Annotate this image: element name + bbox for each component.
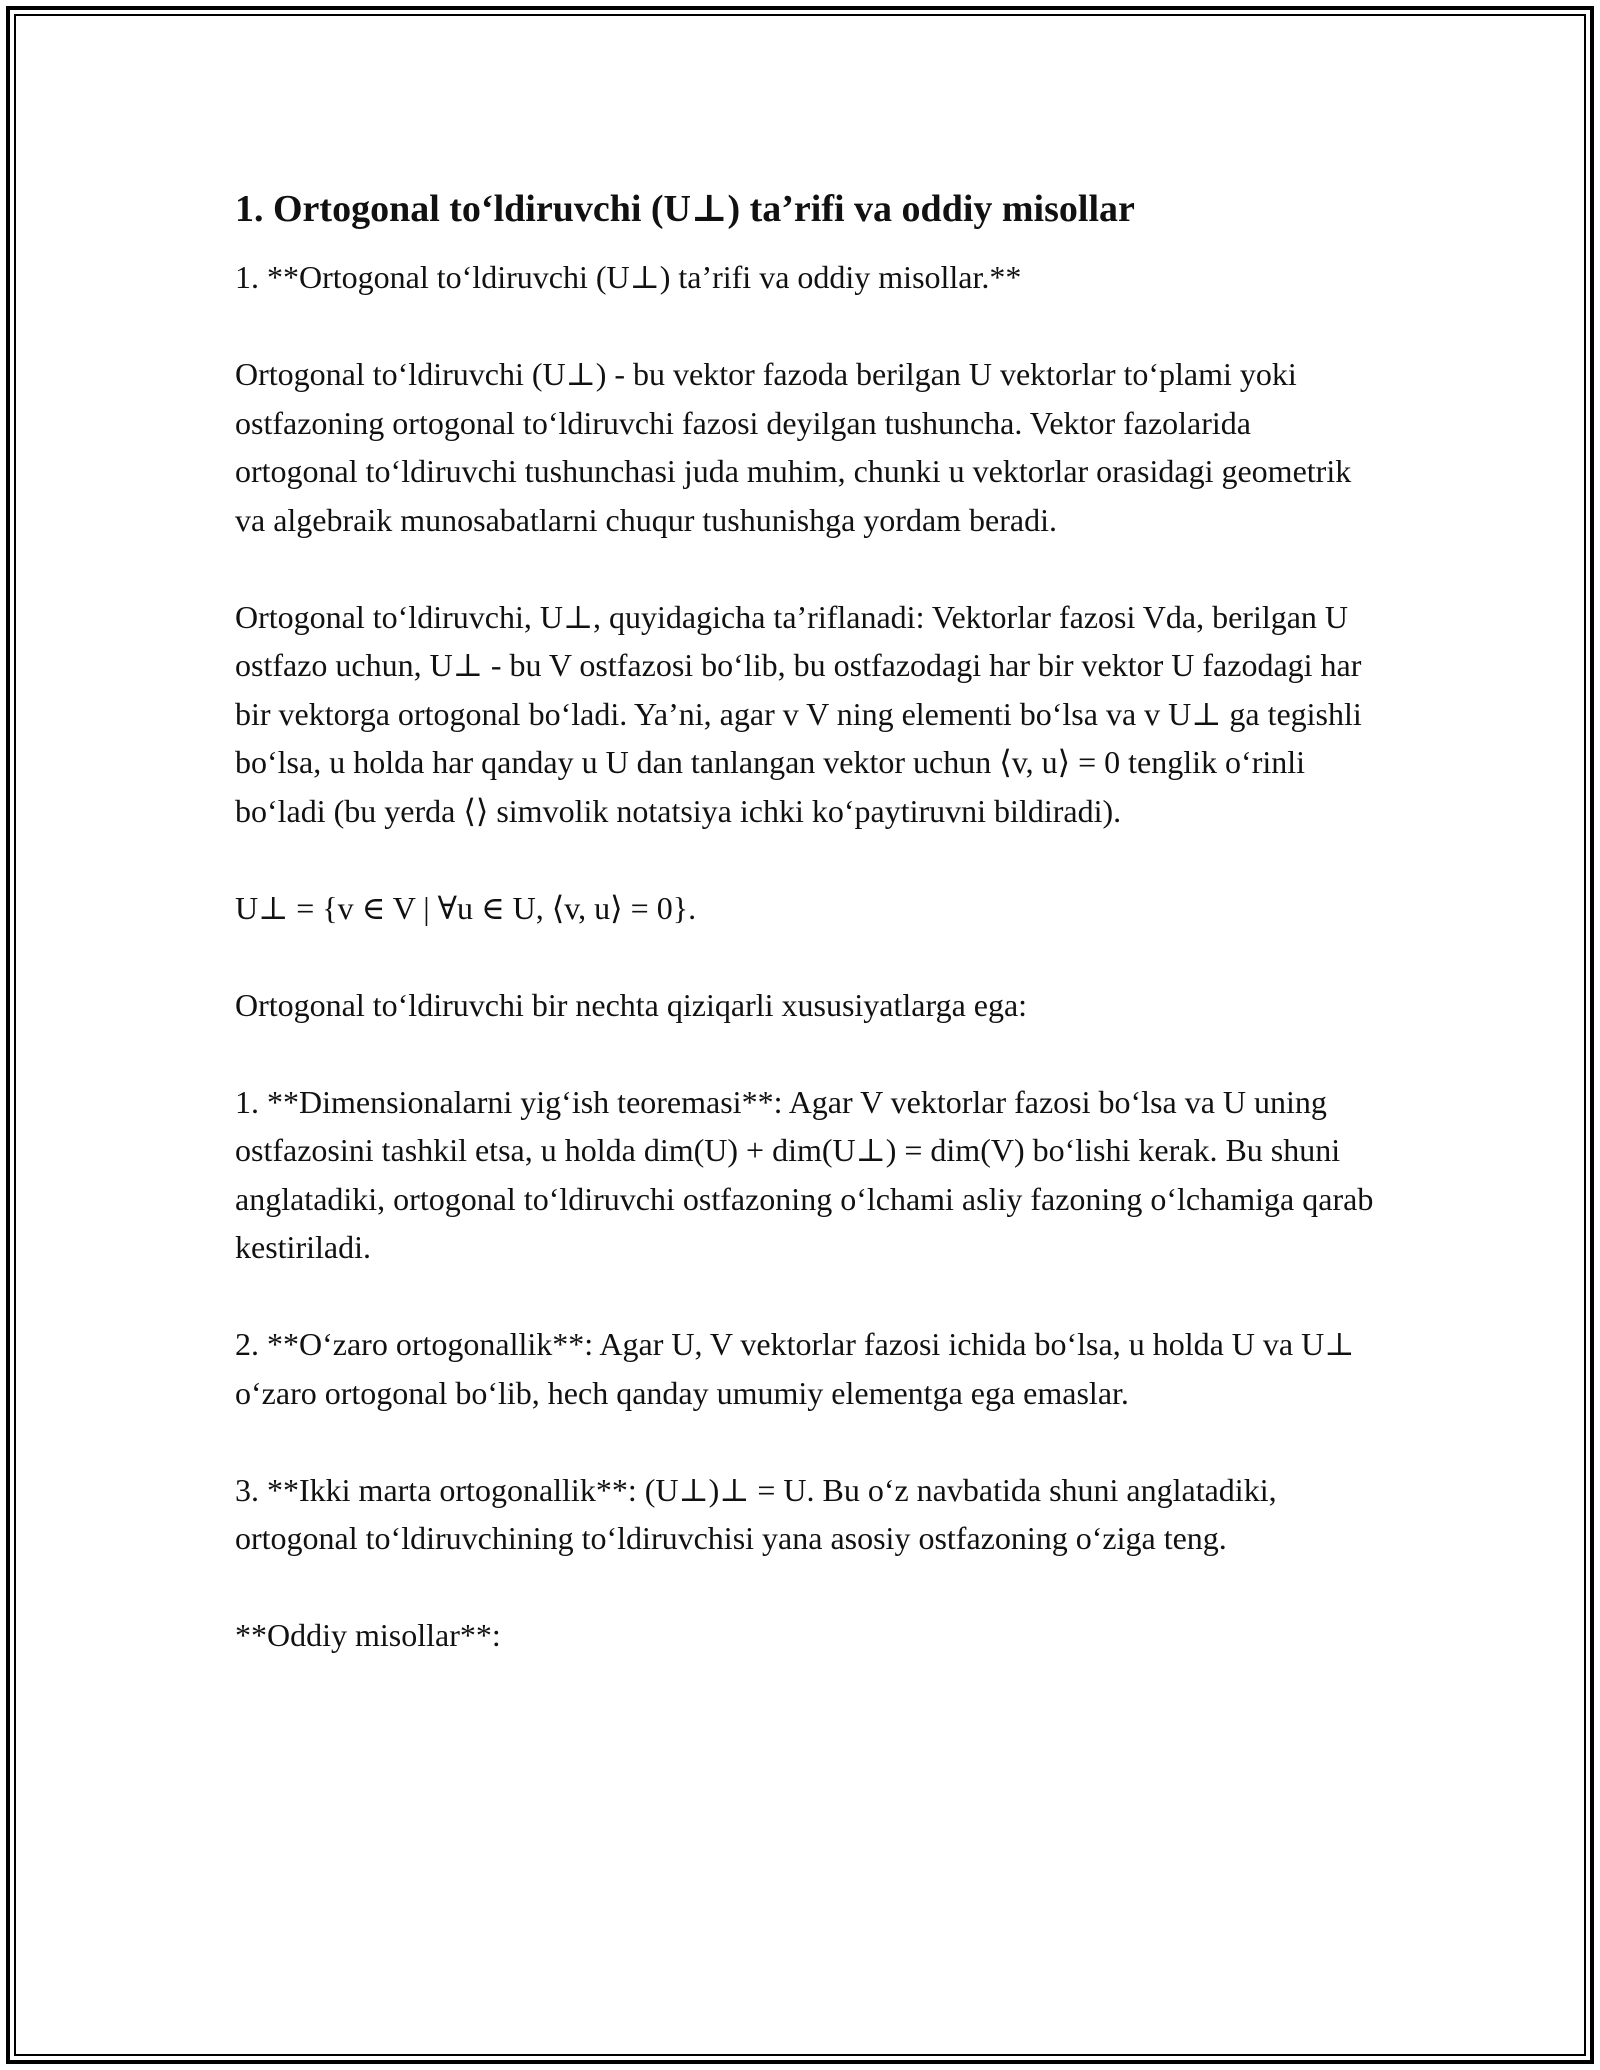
document-body <box>235 185 1375 1660</box>
paragraph-simple-examples: **Oddiy misollar**: <box>235 1617 501 1653</box>
paragraph-properties-intro: Ortogonal to‘ldiruvchi bir nechta qiziqarli xususiyatlarga ega: <box>235 986 1028 1023</box>
property-item-dimension: 1. **Dimensionalarni yig‘ish teoremasi**: Agar V vektorlar fazosi bo‘lsa va U uning ostfazosini tashkil etsa, u holda dim(U) + dim(U⊥) = dim(V) bo‘lishi kerak. Bu shuni anglatadiki, ortogonal to‘ldiruvchi ostfazoning o‘lchami asliy fazoning o‘lchamiga qarab kestiriladi. <box>235 1083 1374 1265</box>
section-heading: 1. Ortogonal to‘ldiruvchi (U⊥) ta’rifi va oddiy misollar <box>235 188 1135 230</box>
property-item-double-orthogonality: 3. **Ikki marta ortogonallik**: (U⊥)⊥ = U. Bu o‘z navbatida shuni anglatadiki, ortogonal to‘ldiruvchining to‘ldiruvchisi yana asosiy ostfazoning o‘ziga teng. <box>235 1471 1277 1556</box>
set-notation-formula: U⊥ = {v ∈ V | ∀u ∈ U, ⟨v, u⟩ = 0}. <box>235 889 697 926</box>
paragraph-bold-title: 1. **Ortogonal to‘ldiruvchi (U⊥) ta’rifi va oddiy misollar.** <box>235 259 1022 295</box>
paragraph-formal-definition: Ortogonal to‘ldiruvchi, U⊥, quyidagicha ta’riflanadi: Vektorlar fazosi Vda, berilgan U ostfazo uchun, U⊥ - bu V ostfazosi bo‘lib, bu ostfazodagi har bir vektor U fazodagi har bir vektorga ortogonal bo‘ladi. Ya’ni, agar v V ning elementi bo‘lsa va v U⊥ ga tegishli bo‘lsa, u holda har qanday u U dan tanlangan vektor uchun ⟨v, u⟩ = 0 tenglik o‘rinli bo‘ladi (bu yerda ⟨⟩ simvolik notatsiya ichki ko‘paytiruvni bildiradi). <box>235 598 1362 829</box>
paragraph-definition-intro: Ortogonal to‘ldiruvchi (U⊥) - bu vektor fazoda berilgan U vektorlar to‘plami yoki ostfazoning ortogonal to‘ldiruvchi fazosi deyilgan tushuncha. Vektor fazolarida ortogonal to‘ldiruvchi tushunchasi juda muhim, chunki u vektorlar orasidagi geometrik va algebraik munosabatlarni chuqur tushunishga yordam beradi. <box>235 356 1352 538</box>
property-item-mutual-orthogonality: 2. **O‘zaro ortogonallik**: Agar U, V vektorlar fazosi ichida bo‘lsa, u holda U va U⊥ o‘zaro ortogonal bo‘lib, hech qanday umumiy elementga ega emaslar. <box>235 1326 1355 1411</box>
